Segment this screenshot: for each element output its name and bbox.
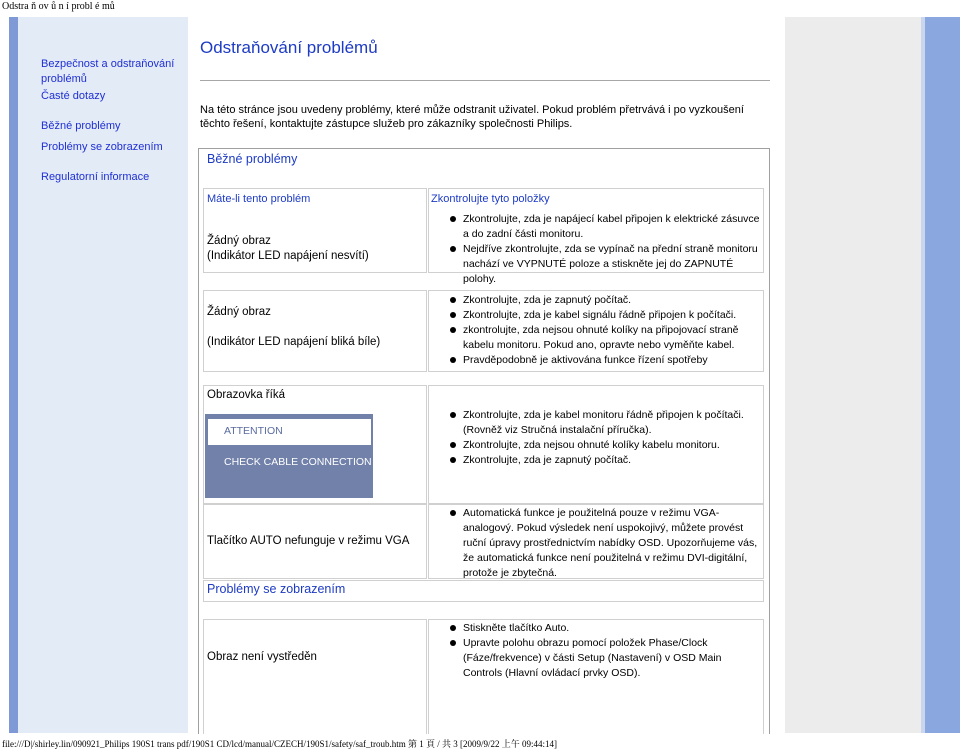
sidebar-item-display-problems[interactable]: Problémy se zobrazením xyxy=(41,141,163,153)
list-item: Automatická funkce je použitelná pouze v režimu VGA-analogový. Pokud výsledek není uspokojivý, můžete provést ruční úpravy prostřednictvím nabídky OSD. Upozorňujeme vás, že automatická funkce není použitelná v režimu DVI-digitální, protože je zbytečná. xyxy=(449,506,762,581)
checklist-4 xyxy=(449,506,762,581)
column-header-problem: Máte-li tento problém xyxy=(207,193,311,205)
right-margin xyxy=(785,17,925,733)
list-item: Zkontrolujte, zda je zapnutý počítač. xyxy=(449,453,762,468)
problem-2-text xyxy=(207,305,380,350)
browser-page-title: Odstra ň ov ů n í probl é mů xyxy=(2,1,115,12)
column-header-check: Zkontrolujte tyto položky xyxy=(431,193,550,205)
problem-2-line-2: (Indikátor LED napájení bliká bíle) xyxy=(207,336,381,348)
sidebar-item-common-problems[interactable]: Běžné problémy xyxy=(41,120,121,132)
problem-4-text: Tlačítko AUTO nefunguje v režimu VGA xyxy=(207,535,410,547)
list-item: Zkontrolujte, zda je kabel monitoru řádně připojen k počítači. (Rovněž viz Stručná instalační příručka). xyxy=(449,408,762,438)
left-decor-strip xyxy=(9,17,18,733)
problem-5-text: Obraz není vystředěn xyxy=(207,651,317,663)
checklist-5 xyxy=(449,621,762,681)
sidebar-item-safety[interactable]: Bezpečnost a odstraňování problémů xyxy=(41,58,175,85)
problem-1-line-2: (Indikátor LED napájení nesvítí) xyxy=(207,250,369,262)
sidebar-item-regulatory[interactable]: Regulatorní informace xyxy=(41,171,150,183)
section-heading-display: Problémy se zobrazením xyxy=(207,582,346,596)
problem-1-line-1: Žádný obraz xyxy=(207,235,271,247)
list-item: Pravděpodobně je aktivována funkce řízení spotřeby xyxy=(449,353,762,368)
osd-check-cable-text: CHECK CABLE CONNECTION xyxy=(224,456,372,468)
list-item: Upravte polohu obrazu pomocí položek Phase/Clock (Fáze/frekvence) v části Setup (Nastavení) v OSD Main Controls (Hlavní ovládací prvky OSD). xyxy=(449,636,762,681)
list-item: Zkontrolujte, zda nejsou ohnuté kolíky kabelu monitoru. xyxy=(449,438,762,453)
checklist-1 xyxy=(449,212,762,287)
page-title: Odstraňování problémů xyxy=(200,38,378,57)
osd-attention-text: ATTENTION xyxy=(224,425,283,437)
sidebar-item-faq[interactable]: Časté dotazy xyxy=(41,90,106,102)
problem-3-text: Obrazovka říká xyxy=(207,389,285,401)
intro-text: Na této stránce jsou uvedeny problémy, které může odstranit uživatel. Pokud problém přetrvává i po vyzkoušení těchto řešení, kontaktujte zástupce služeb pro zákazníky společnosti Philips. xyxy=(200,104,744,130)
list-item: Zkontrolujte, zda je kabel signálu řádně připojen k počítači. xyxy=(449,308,762,323)
problem-1-text xyxy=(207,234,369,264)
section-heading-common: Běžné problémy xyxy=(207,152,298,166)
attention-osd-image xyxy=(205,414,373,498)
title-divider xyxy=(200,80,770,81)
checklist-2 xyxy=(449,293,762,368)
right-decor-strip xyxy=(925,17,960,733)
cell-problem-5 xyxy=(203,619,427,734)
list-item: Zkontrolujte, zda je zapnutý počítač. xyxy=(449,293,762,308)
list-item: Zkontrolujte, zda je napájecí kabel připojen k elektrické zásuvce a do zadní části monitoru. xyxy=(449,212,762,242)
browser-footer-path: file:///D|/shirley.lin/090921_Philips 190S1 trans pdf/190S1 CD/lcd/manual/CZECH/190S1/safety/saf_troub.htm 第 1 頁 / 共 3 [2009/9/22 上午 09:44:14] xyxy=(2,739,557,749)
problem-2-line-1: Žádný obraz xyxy=(207,306,271,318)
list-item: Nejdříve zkontrolujte, zda se vypínač na přední straně monitoru nachází ve VYPNUTÉ poloze a stiskněte jej do ZAPNUTÉ polohy. xyxy=(449,242,762,287)
checklist-3 xyxy=(449,408,762,468)
list-item: zkontrolujte, zda nejsou ohnuté kolíky na připojovací straně kabelu monitoru. Pokud ano, opravte nebo vyměňte kabel. xyxy=(449,323,762,353)
list-item: Stiskněte tlačítko Auto. xyxy=(449,621,762,636)
sidebar xyxy=(18,17,188,733)
